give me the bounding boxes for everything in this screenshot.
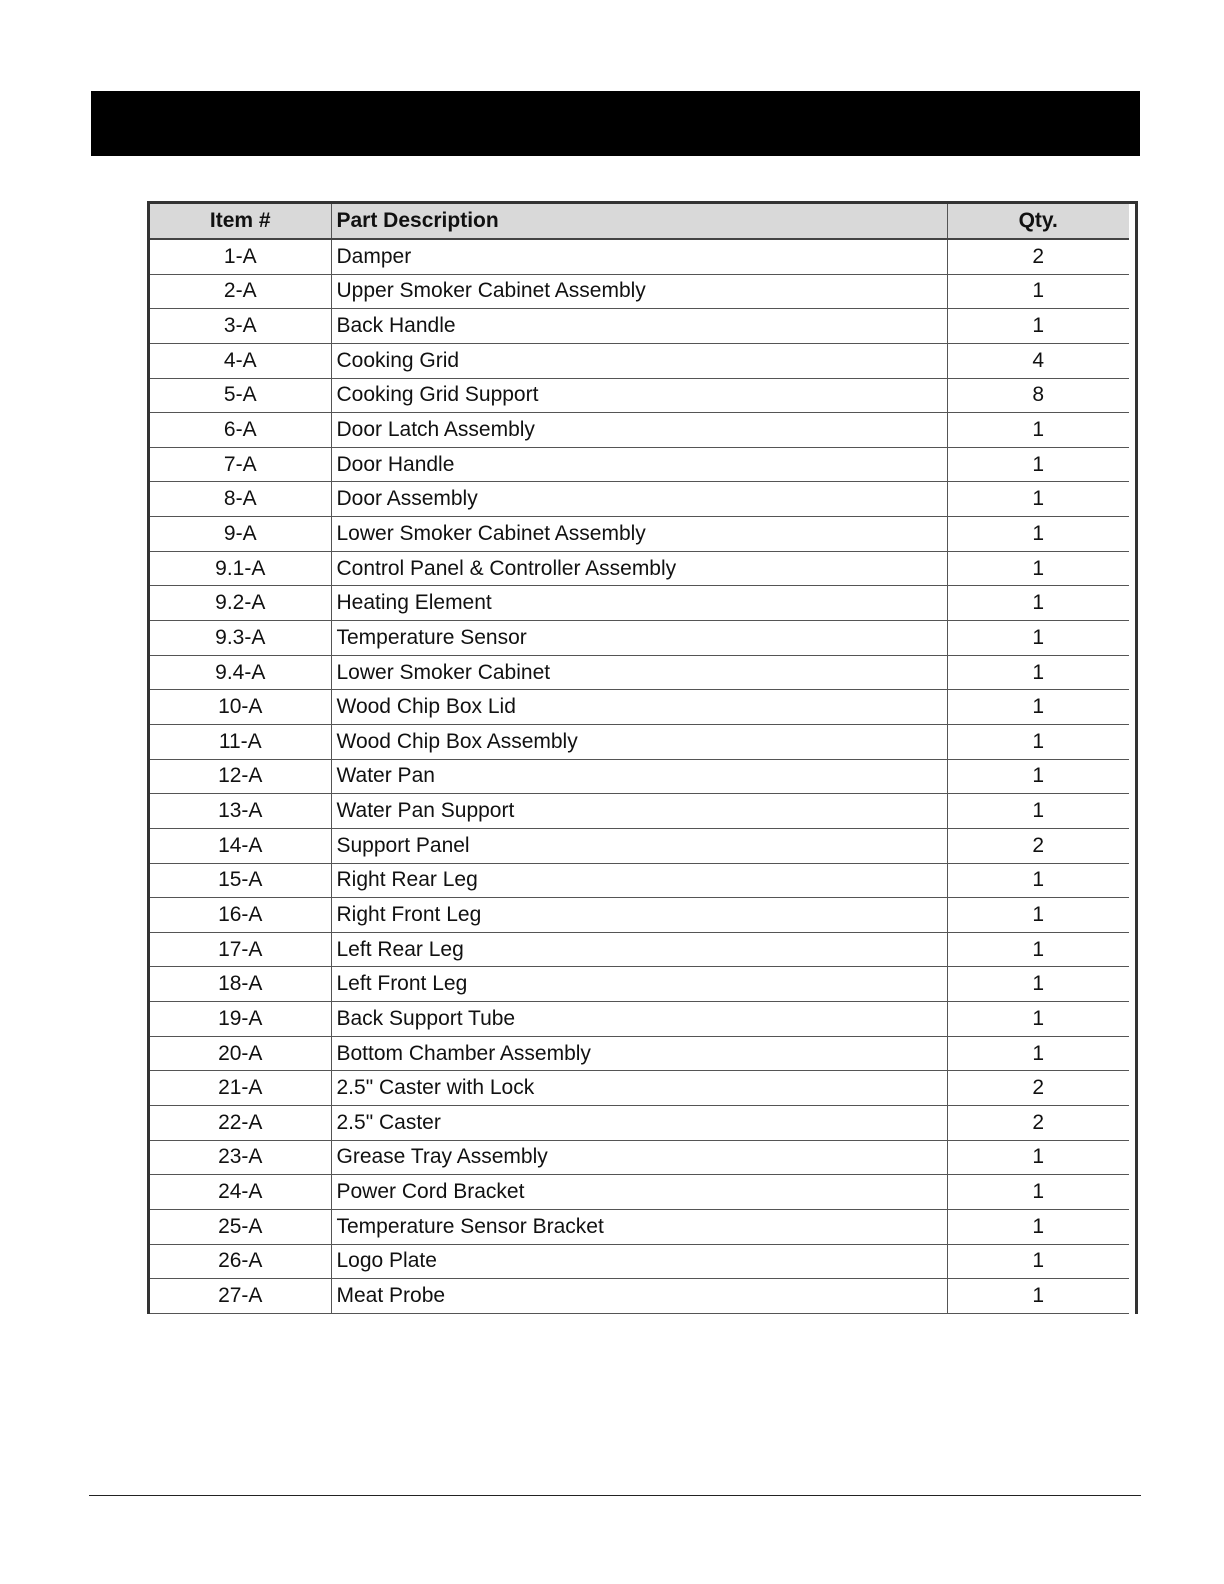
part-description-cell: Upper Smoker Cabinet Assembly xyxy=(331,274,947,309)
part-description-cell: Meat Probe xyxy=(331,1279,947,1314)
table-row xyxy=(150,1140,1129,1175)
table-row xyxy=(150,239,1129,274)
table-row xyxy=(150,1209,1129,1244)
table-row xyxy=(150,1106,1129,1141)
column-header-description: Part Description xyxy=(331,204,947,239)
quantity-cell: 1 xyxy=(947,621,1129,656)
part-description-cell: Cooking Grid xyxy=(331,343,947,378)
quantity-cell: 1 xyxy=(947,690,1129,725)
quantity-cell: 1 xyxy=(947,586,1129,621)
table-row xyxy=(150,932,1129,967)
part-description-cell: Back Handle xyxy=(331,309,947,344)
quantity-cell: 1 xyxy=(947,413,1129,448)
table-row xyxy=(150,621,1129,656)
item-number-cell: 16-A xyxy=(150,898,331,933)
table-row xyxy=(150,655,1129,690)
item-number-cell: 9.1-A xyxy=(150,551,331,586)
quantity-cell: 1 xyxy=(947,967,1129,1002)
part-description-cell: Support Panel xyxy=(331,828,947,863)
item-number-cell: 5-A xyxy=(150,378,331,413)
item-number-cell: 9-A xyxy=(150,517,331,552)
table-row xyxy=(150,309,1129,344)
item-number-cell: 14-A xyxy=(150,828,331,863)
item-number-cell: 11-A xyxy=(150,724,331,759)
part-description-cell: Left Rear Leg xyxy=(331,932,947,967)
table-row xyxy=(150,447,1129,482)
part-description-cell: Water Pan Support xyxy=(331,794,947,829)
item-number-cell: 9.4-A xyxy=(150,655,331,690)
part-description-cell: Door Handle xyxy=(331,447,947,482)
part-description-cell: Grease Tray Assembly xyxy=(331,1140,947,1175)
part-description-cell: Damper xyxy=(331,239,947,274)
item-number-cell: 1-A xyxy=(150,239,331,274)
quantity-cell: 1 xyxy=(947,1140,1129,1175)
item-number-cell: 6-A xyxy=(150,413,331,448)
part-description-cell: Power Cord Bracket xyxy=(331,1175,947,1210)
quantity-cell: 2 xyxy=(947,828,1129,863)
part-description-cell: Logo Plate xyxy=(331,1244,947,1279)
table-row xyxy=(150,690,1129,725)
quantity-cell: 1 xyxy=(947,1279,1129,1314)
table-row xyxy=(150,482,1129,517)
item-number-cell: 19-A xyxy=(150,1002,331,1037)
table-row xyxy=(150,413,1129,448)
item-number-cell: 9.3-A xyxy=(150,621,331,656)
quantity-cell: 1 xyxy=(947,517,1129,552)
item-number-cell: 24-A xyxy=(150,1175,331,1210)
part-description-cell: Door Assembly xyxy=(331,482,947,517)
table-row xyxy=(150,1036,1129,1071)
quantity-cell: 1 xyxy=(947,309,1129,344)
quantity-cell: 1 xyxy=(947,482,1129,517)
part-description-cell: Lower Smoker Cabinet Assembly xyxy=(331,517,947,552)
part-description-cell: 2.5" Caster xyxy=(331,1106,947,1141)
item-number-cell: 22-A xyxy=(150,1106,331,1141)
item-number-cell: 13-A xyxy=(150,794,331,829)
quantity-cell: 1 xyxy=(947,1036,1129,1071)
part-description-cell: Door Latch Assembly xyxy=(331,413,947,448)
part-description-cell: 2.5" Caster with Lock xyxy=(331,1071,947,1106)
item-number-cell: 21-A xyxy=(150,1071,331,1106)
table-row xyxy=(150,551,1129,586)
part-description-cell: Left Front Leg xyxy=(331,967,947,1002)
item-number-cell: 9.2-A xyxy=(150,586,331,621)
part-description-cell: Heating Element xyxy=(331,586,947,621)
table-row xyxy=(150,1175,1129,1210)
table-row xyxy=(150,1071,1129,1106)
column-header-qty: Qty. xyxy=(947,204,1129,239)
quantity-cell: 1 xyxy=(947,898,1129,933)
item-number-cell: 15-A xyxy=(150,863,331,898)
quantity-cell: 1 xyxy=(947,447,1129,482)
part-description-cell: Control Panel & Controller Assembly xyxy=(331,551,947,586)
table-row xyxy=(150,586,1129,621)
table-row xyxy=(150,517,1129,552)
table-row xyxy=(150,863,1129,898)
part-description-cell: Lower Smoker Cabinet xyxy=(331,655,947,690)
parts-table xyxy=(150,204,1129,1314)
table-row xyxy=(150,794,1129,829)
item-number-cell: 27-A xyxy=(150,1279,331,1314)
part-description-cell: Bottom Chamber Assembly xyxy=(331,1036,947,1071)
item-number-cell: 23-A xyxy=(150,1140,331,1175)
table-row xyxy=(150,759,1129,794)
item-number-cell: 7-A xyxy=(150,447,331,482)
parts-table-body xyxy=(150,239,1129,1313)
item-number-cell: 17-A xyxy=(150,932,331,967)
table-header-row xyxy=(150,204,1129,239)
table-row xyxy=(150,898,1129,933)
quantity-cell: 4 xyxy=(947,343,1129,378)
quantity-cell: 1 xyxy=(947,932,1129,967)
part-description-cell: Wood Chip Box Lid xyxy=(331,690,947,725)
quantity-cell: 1 xyxy=(947,863,1129,898)
quantity-cell: 1 xyxy=(947,794,1129,829)
part-description-cell: Cooking Grid Support xyxy=(331,378,947,413)
quantity-cell: 1 xyxy=(947,724,1129,759)
quantity-cell: 1 xyxy=(947,1175,1129,1210)
part-description-cell: Water Pan xyxy=(331,759,947,794)
table-row xyxy=(150,343,1129,378)
part-description-cell: Temperature Sensor xyxy=(331,621,947,656)
part-description-cell: Right Rear Leg xyxy=(331,863,947,898)
item-number-cell: 8-A xyxy=(150,482,331,517)
part-description-cell: Temperature Sensor Bracket xyxy=(331,1209,947,1244)
table-row xyxy=(150,274,1129,309)
quantity-cell: 2 xyxy=(947,239,1129,274)
table-row xyxy=(150,724,1129,759)
quantity-cell: 1 xyxy=(947,551,1129,586)
item-number-cell: 12-A xyxy=(150,759,331,794)
item-number-cell: 26-A xyxy=(150,1244,331,1279)
table-row xyxy=(150,378,1129,413)
table-row xyxy=(150,1244,1129,1279)
parts-table-container xyxy=(147,201,1138,1314)
table-row xyxy=(150,967,1129,1002)
item-number-cell: 4-A xyxy=(150,343,331,378)
table-row xyxy=(150,1279,1129,1314)
quantity-cell: 8 xyxy=(947,378,1129,413)
item-number-cell: 10-A xyxy=(150,690,331,725)
quantity-cell: 1 xyxy=(947,759,1129,794)
quantity-cell: 1 xyxy=(947,274,1129,309)
item-number-cell: 25-A xyxy=(150,1209,331,1244)
part-description-cell: Wood Chip Box Assembly xyxy=(331,724,947,759)
header-bar xyxy=(91,91,1140,156)
quantity-cell: 1 xyxy=(947,1244,1129,1279)
quantity-cell: 2 xyxy=(947,1071,1129,1106)
quantity-cell: 1 xyxy=(947,655,1129,690)
footer-divider xyxy=(89,1495,1141,1496)
item-number-cell: 3-A xyxy=(150,309,331,344)
table-row xyxy=(150,828,1129,863)
item-number-cell: 2-A xyxy=(150,274,331,309)
quantity-cell: 1 xyxy=(947,1209,1129,1244)
item-number-cell: 18-A xyxy=(150,967,331,1002)
table-row xyxy=(150,1002,1129,1037)
item-number-cell: 20-A xyxy=(150,1036,331,1071)
quantity-cell: 2 xyxy=(947,1106,1129,1141)
column-header-item: Item # xyxy=(150,204,331,239)
part-description-cell: Back Support Tube xyxy=(331,1002,947,1037)
part-description-cell: Right Front Leg xyxy=(331,898,947,933)
quantity-cell: 1 xyxy=(947,1002,1129,1037)
